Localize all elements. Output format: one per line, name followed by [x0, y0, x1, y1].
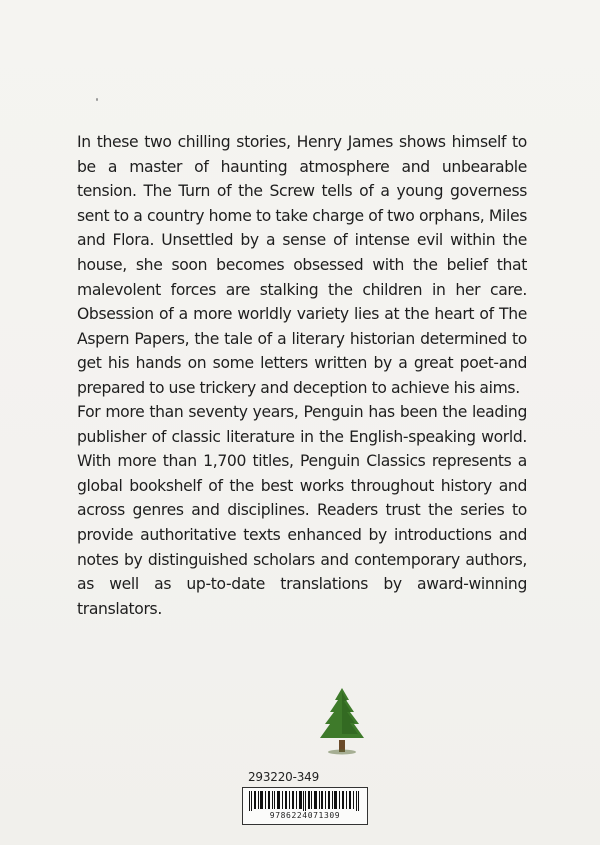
paragraph-text: In these two chilling stories, Henry James shows himself to be a master of haunting atmosphere and unbearable tension. The Turn of the Screw tells of a young governess sent to a country home to take charge of two orphans, Miles and Flora. Unsettled by a sense of intense evil within the house, she soon becomes obsessed with the belief that malevolent forces are stalking the children in her care. Obsession of a more worldly variety lies at the heart of The Aspern Papers, the tale of a literary historian determined to get his hands on some letters written by a great poet-and prepared to use trickery and deception to achieve his aims. — [77, 133, 527, 397]
barcode-digits: 9786224071309 — [269, 811, 341, 820]
paragraph-text: For more than seventy years, Penguin has been the leading publisher of classic literature in the English-speaking world. With more than 1,700 titles, Penguin Classics represents a global bookshelf of the best works throughout history and across genres and disciplines. Readers trust the series to provide authoritative texts enhanced by introductions and notes by distinguished scholars and contemporary authors, as well as up-to-date translations by award-winning translators. — [77, 403, 527, 618]
pine-tree-icon — [316, 686, 368, 756]
barcode — [242, 787, 368, 825]
print-speck — [96, 98, 98, 101]
product-code: 293220-349 — [248, 770, 320, 784]
blurb-paragraph-stories — [77, 130, 527, 401]
blurb-paragraph-publisher — [77, 400, 527, 621]
barcode-bars — [249, 791, 361, 811]
